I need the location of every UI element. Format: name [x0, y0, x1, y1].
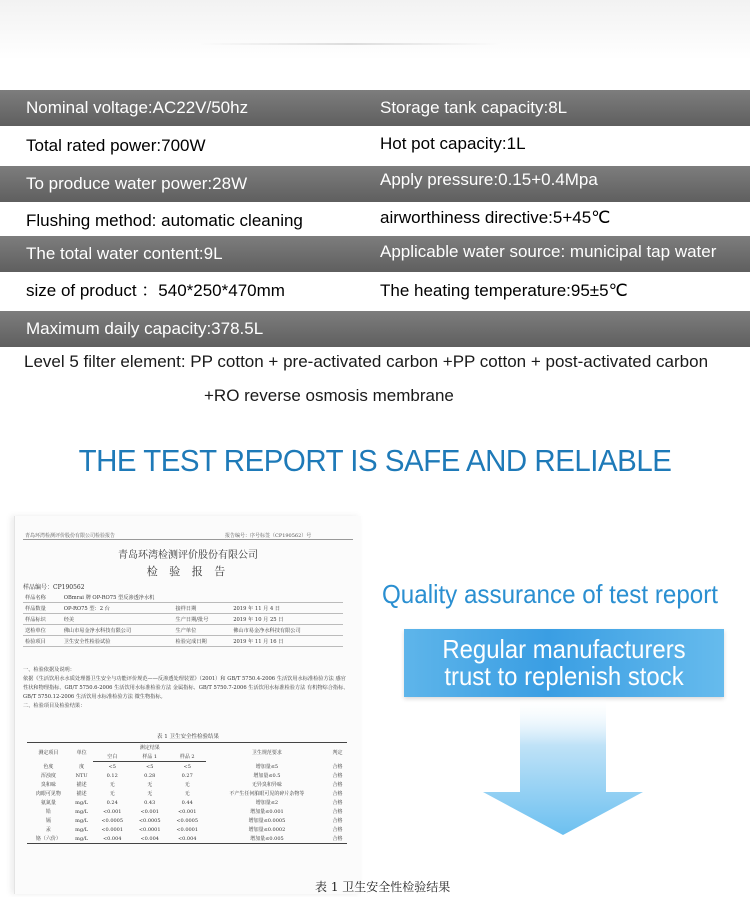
table-cell: 合格	[332, 773, 343, 779]
table-cell: 合格	[332, 763, 343, 770]
manufacturers-banner	[404, 629, 724, 697]
table-cell: <0.0001	[101, 826, 124, 833]
table-cell: 合格	[332, 791, 343, 797]
report-sample-number: 样品编号：CP190562	[23, 584, 85, 591]
col-header: 样品 2	[168, 752, 206, 762]
table-cell: NTU	[75, 772, 88, 779]
info-label: 检验完成日期	[174, 636, 232, 647]
table-cell: 无	[147, 791, 153, 797]
report-header-right: 报告编号：序号标签（CP190562）号	[225, 533, 312, 539]
top-divider	[200, 43, 500, 45]
table-row	[27, 798, 347, 807]
table-row	[23, 614, 343, 625]
filter-description: Level 5 filter element: PP cotton + pre-activated carbon +PP cotton + post-activated carbon	[24, 352, 709, 371]
spec-product-size: size of product ：540*250*470mm	[26, 281, 285, 300]
table-row	[23, 636, 343, 647]
table-cell: 臭和味	[40, 782, 56, 788]
spec-row-6	[0, 273, 750, 309]
table-cell: 无异臭和异味	[251, 782, 282, 788]
table-cell: <0.0005	[138, 817, 161, 824]
info-value: 2019 年 11 月 4 日	[231, 603, 343, 614]
report-notes	[23, 666, 349, 711]
table-cell: <0.004	[93, 834, 131, 844]
table-row	[23, 592, 343, 603]
info-value: 卫生安全性检验试验	[62, 636, 174, 647]
table-cell: 增加量≤0.5	[253, 773, 281, 779]
report-organization: 青岛环湾检测评价股份有限公司	[118, 550, 258, 561]
table-cell: 铬（六价）	[27, 834, 70, 844]
info-label: 检验项目	[23, 636, 62, 647]
col-header: 测定结果	[93, 743, 206, 753]
table-cell: mg/L	[75, 826, 89, 833]
table-cell: 增加量≤5	[255, 763, 279, 770]
spec-flushing: Flushing method: automatic cleaning	[26, 211, 303, 230]
table-cell: 合格	[332, 782, 343, 788]
report-title: 检 验 报 告	[146, 565, 230, 578]
table-cell: <0.0005	[101, 817, 124, 824]
spec-row-2	[0, 128, 750, 164]
table-cell: 合格	[328, 834, 347, 844]
table-cell: 镉	[45, 818, 51, 824]
col-header: 卫生规范要求	[206, 743, 328, 762]
table-cell: <0.0001	[176, 826, 199, 833]
table-cell: mg/L	[75, 808, 89, 815]
report-note-results: 二、检验项目及检验结果：	[23, 703, 86, 709]
table-cell: 0.44	[181, 799, 193, 806]
table-row	[27, 807, 347, 816]
spec-water-content: The total water content:9L	[26, 244, 223, 263]
table-cell: 合格	[332, 800, 343, 806]
spec-row-3	[0, 166, 750, 202]
quality-assurance-title: Quality assurance of test report	[382, 579, 719, 609]
table-cell: 0.28	[144, 772, 156, 779]
table-row	[23, 603, 343, 614]
table-cell: 合格	[332, 827, 343, 833]
info-value: OP-RO75 型：2 台	[62, 603, 174, 614]
test-report-document	[14, 516, 451, 894]
report-results-table	[27, 742, 347, 844]
report-caption: 表 1 卫生安全性检验结果	[315, 880, 451, 894]
table-cell: 肉眼可见物	[35, 791, 61, 797]
banner-line-1: Regular manufacturers	[442, 634, 686, 664]
top-shade	[0, 0, 750, 60]
table-cell: mg/L	[70, 834, 94, 844]
col-header: 空白	[93, 752, 131, 762]
table-cell: 描述	[76, 782, 87, 788]
table-row	[27, 834, 347, 844]
info-value: 经美	[62, 614, 174, 625]
table-cell: 不产生任何胉眼可见的碎片杂物等	[229, 791, 305, 797]
table-cell: 汞	[45, 827, 51, 833]
spec-row-7	[0, 311, 750, 347]
table-cell: 合格	[332, 809, 343, 815]
table-cell: 增加量≤2	[255, 800, 279, 806]
spec-daily-capacity: Maximum daily capacity:378.5L	[26, 319, 264, 338]
table-cell: <5	[108, 763, 116, 770]
table-row	[27, 771, 347, 780]
filter-description-line2: +RO reverse osmosis membrane	[204, 386, 454, 405]
table-cell: 无	[109, 782, 115, 788]
info-label: 样品名称	[23, 592, 62, 603]
spec-apply-pressure: Apply pressure:0.15+0.4Mpa	[380, 170, 598, 189]
table-cell: mg/L	[75, 799, 89, 806]
table-row	[27, 789, 347, 798]
spec-airworthiness: airworthiness directive:5+45℃	[380, 208, 611, 227]
info-value: 佛山市易金净水科技有限公司	[231, 625, 343, 636]
table-cell: 增加量≤0.005	[206, 834, 328, 844]
table-cell: 氨氮量	[40, 800, 56, 806]
table-cell: 描述	[76, 791, 87, 797]
spec-water-power: To produce water power:28W	[26, 174, 248, 193]
report-header-rule	[23, 539, 353, 540]
report-table-title: 表 1 卫生安全性检验结果	[157, 734, 219, 740]
col-header: 测定项目	[27, 743, 70, 762]
table-cell: 增加量≤0.001	[250, 809, 284, 815]
info-value: 2019 年 11 月 16 日	[231, 636, 343, 647]
spec-row-5	[0, 236, 750, 272]
table-cell: 浑浊度	[40, 773, 56, 779]
table-cell: <0.0005	[176, 817, 199, 824]
spec-row-1	[0, 90, 750, 126]
table-cell: <5	[183, 763, 191, 770]
spec-water-source: Applicable water source: municipal tap water	[380, 242, 717, 261]
table-row	[27, 762, 347, 772]
table-cell: <0.001	[140, 808, 159, 815]
table-cell: 0.27	[181, 772, 193, 779]
table-cell: 0.12	[106, 772, 118, 779]
table-cell: 增加量≤0.0005	[248, 818, 286, 824]
info-label: 接样日期	[174, 603, 232, 614]
table-cell: 0.43	[144, 799, 156, 806]
table-cell: <0.001	[102, 808, 122, 815]
table-cell: 度	[79, 763, 85, 770]
table-cell: mg/L	[75, 817, 89, 824]
headline: THE TEST REPORT IS SAFE AND RELIABLE	[78, 443, 672, 478]
banner-line-2: trust to replenish stock	[444, 661, 684, 691]
table-cell: 合格	[332, 818, 343, 824]
col-header: 判定	[328, 743, 347, 762]
report-results-body	[27, 762, 347, 844]
spec-storage-tank: Storage tank capacity:8L	[380, 98, 568, 117]
info-label: 生产单位	[174, 625, 232, 636]
table-cell: 无	[184, 782, 190, 788]
table-cell: <0.004	[168, 834, 206, 844]
spec-heating-temp: The heating temperature:95±5℃	[380, 281, 628, 300]
info-value: 佛山市易金净水科技有限公司	[62, 625, 174, 636]
report-note-title: 一、检验依据及说明：	[23, 667, 75, 673]
spec-rated-power: Total rated power:700W	[26, 136, 206, 155]
table-row	[23, 625, 343, 636]
table-cell: 色度	[43, 763, 54, 770]
table-cell: 0.24	[106, 799, 118, 806]
table-cell: 无	[184, 791, 190, 797]
table-row	[27, 816, 347, 825]
report-note-body: 依据《生活饮用水水质处理器卫生安全与功能评价规范——反渗透处理装置》（2001）和 GB/T 5750.4-2006 生活饮用水标准检验方法 感官性状和物理指标、GB/T 5750.6-2006 生活饮用水标准检验方法 金属指标、GB/T 5750.7-2006 生活饮用水标准检验方法 有机物综合指标、GB/T 5750.12-2006 生活饮用水标准检验方法 微生物指标。	[23, 676, 349, 700]
table-header-row	[27, 743, 347, 753]
spec-nominal-voltage: Nominal voltage:AC22V/50hz	[26, 98, 249, 117]
table-row	[27, 780, 347, 789]
table-cell: 无	[109, 791, 115, 797]
info-label: 样品标识	[23, 614, 62, 625]
col-header: 样品 1	[131, 752, 169, 762]
table-cell: <0.0001	[138, 826, 161, 833]
report-info-table	[23, 592, 343, 647]
info-label: 送检单位	[23, 625, 62, 636]
table-cell: <5	[146, 763, 154, 770]
spec-hot-pot: Hot pot capacity:1L	[380, 134, 526, 153]
col-header: 单位	[70, 743, 94, 762]
table-cell: <0.004	[131, 834, 169, 844]
table-cell: 增加量≤0.0002	[248, 827, 286, 833]
table-row	[27, 825, 347, 834]
table-cell: 无	[147, 782, 153, 788]
info-label: 样品数量	[23, 603, 62, 614]
table-cell: 铅	[45, 809, 51, 815]
down-arrow-icon	[478, 697, 648, 837]
info-value: 2019 年 10 月 25 日	[231, 614, 343, 625]
info-value: OBmrai 牌 OP-RO75 型反渗透净水机	[62, 592, 343, 603]
report-header-left: 青岛环湾检测评价股份有限公司检验报告	[25, 533, 116, 539]
table-cell: <0.001	[177, 808, 197, 815]
info-label: 生产日期/批号	[174, 614, 232, 625]
